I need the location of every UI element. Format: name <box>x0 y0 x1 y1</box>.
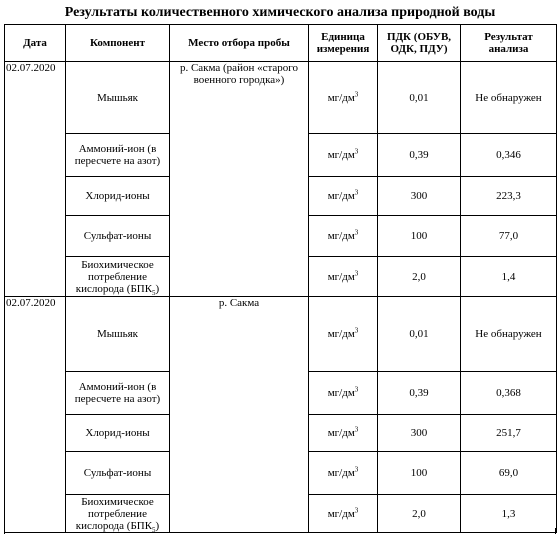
unit-exponent: 3 <box>354 505 359 514</box>
date-cell: 02.07.2020 <box>5 297 66 533</box>
unit-base: мг/дм <box>327 467 355 479</box>
unit-base: мг/дм <box>327 328 355 340</box>
pdk-cell: 300 <box>378 415 461 452</box>
unit-exponent: 3 <box>354 425 359 434</box>
unit-cell <box>309 297 378 372</box>
pdk-cell: 0,39 <box>378 372 461 415</box>
place-cell: р. Сакма <box>170 297 309 533</box>
unit-cell <box>309 216 378 257</box>
header-component: Компонент <box>66 25 170 62</box>
component-cell: Хлорид-ионы <box>66 177 170 216</box>
unit-cell <box>309 134 378 177</box>
header-pdk: ПДК (ОБУВ, ОДК, ПДУ) <box>378 25 461 62</box>
unit-cell <box>309 372 378 415</box>
unit-exponent: 3 <box>354 228 359 237</box>
pdk-cell: 300 <box>378 177 461 216</box>
result-cell: 1,4 <box>461 257 557 297</box>
component-cell: Хлорид-ионы <box>66 415 170 452</box>
component-cell: Сульфат-ионы <box>66 452 170 495</box>
analysis-table <box>4 24 557 533</box>
pdk-cell: 0,01 <box>378 62 461 134</box>
table-row <box>5 297 557 372</box>
unit-exponent: 3 <box>354 465 359 474</box>
component-text: Биохимическое потребление кислорода (БПК <box>75 495 154 532</box>
unit-exponent: 3 <box>354 326 359 335</box>
pdk-cell: 0,01 <box>378 297 461 372</box>
result-cell: Не обнаружен <box>461 297 557 372</box>
header-unit: Единица измерения <box>309 25 378 62</box>
unit-base: мг/дм <box>327 230 355 242</box>
unit-cell <box>309 62 378 134</box>
unit-cell <box>309 177 378 216</box>
unit-exponent: 3 <box>354 147 359 156</box>
result-cell: 0,346 <box>461 134 557 177</box>
pdk-cell: 0,39 <box>378 134 461 177</box>
unit-cell <box>309 495 378 533</box>
header-date: Дата <box>5 25 66 62</box>
component-cell <box>66 495 170 533</box>
pdk-cell: 100 <box>378 216 461 257</box>
unit-exponent: 3 <box>354 385 359 394</box>
result-cell: 69,0 <box>461 452 557 495</box>
component-cell: Сульфат-ионы <box>66 216 170 257</box>
component-cell <box>66 257 170 297</box>
date-cell: 02.07.2020 <box>5 62 66 297</box>
component-text-end: ) <box>155 282 160 295</box>
unit-base: мг/дм <box>327 270 355 283</box>
pdk-cell: 2,0 <box>378 257 461 297</box>
table-row <box>5 62 557 134</box>
result-cell: 77,0 <box>461 216 557 257</box>
result-cell: 0,368 <box>461 372 557 415</box>
unit-base: мг/дм <box>327 190 355 202</box>
page-title: Результаты количественного химического анализа природной воды <box>64 5 496 20</box>
pdk-cell: 100 <box>378 452 461 495</box>
unit-base: мг/дм <box>327 507 355 520</box>
component-subscript: 5 <box>152 525 156 533</box>
component-cell: Аммоний-ион (в пересчете на азот) <box>66 372 170 415</box>
header-place: Место отбора пробы <box>170 25 309 62</box>
unit-base: мг/дм <box>327 387 355 399</box>
unit-exponent: 3 <box>354 89 359 98</box>
component-cell: Мышьяк <box>66 62 170 134</box>
component-text: Биохимическое потребление кислорода (БПК <box>75 258 154 295</box>
component-cell: Аммоний-ион (в пересчете на азот) <box>66 134 170 177</box>
table-header-row <box>5 25 557 62</box>
unit-cell <box>309 415 378 452</box>
header-result: Результат анализа <box>461 25 557 62</box>
unit-base: мг/дм <box>327 427 355 439</box>
table-continuation-edge <box>4 525 556 534</box>
component-text-end: ) <box>155 519 160 532</box>
unit-cell <box>309 257 378 297</box>
result-cell: 223,3 <box>461 177 557 216</box>
result-cell: 1,3 <box>461 495 557 533</box>
unit-exponent: 3 <box>354 188 359 197</box>
result-cell: 251,7 <box>461 415 557 452</box>
place-cell: р. Сакма (район «старого военного городка») <box>170 62 309 297</box>
unit-base: мг/дм <box>327 91 355 104</box>
unit-exponent: 3 <box>354 268 359 277</box>
pdk-cell: 2,0 <box>378 495 461 533</box>
result-cell: Не обнаружен <box>461 62 557 134</box>
component-cell: Мышьяк <box>66 297 170 372</box>
component-subscript: 5 <box>152 288 156 297</box>
unit-base: мг/дм <box>327 149 355 161</box>
unit-cell <box>309 452 378 495</box>
